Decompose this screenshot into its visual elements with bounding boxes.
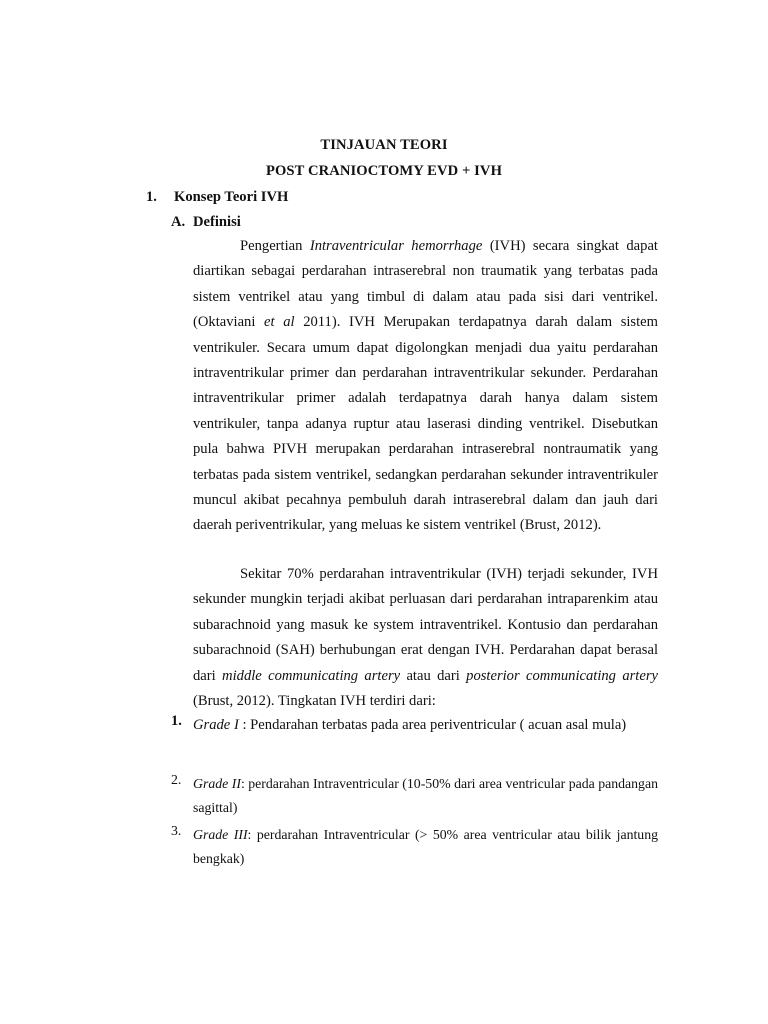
- para1-text-a: Pengertian: [240, 238, 310, 254]
- para1-text-b: (IVH) secara singkat dapat diartikan sebagai perdarahan intraserebral non traumatik yang terbatas pada sistem ventrikel atau yang timbul di dalam atau pada sisi dari ventrikel. (Oktaviani: [193, 238, 658, 331]
- section-heading: [146, 189, 288, 206]
- definition-paragraph-1: [193, 234, 658, 539]
- list-item-number: 2.: [171, 772, 182, 787]
- section-number: 1.: [146, 189, 157, 205]
- subsection-number: A.: [171, 214, 186, 230]
- document-subtitle: POST CRANIOCTOMY EVD + IVH: [265, 163, 503, 179]
- section-label: Konsep Teori IVH: [174, 189, 289, 205]
- list-item: [171, 772, 658, 819]
- grade-separator: :: [247, 827, 257, 842]
- definition-paragraph-2: [193, 562, 658, 714]
- para1-et-al: et al: [264, 314, 295, 331]
- para2-text-b: atau dari: [400, 667, 467, 684]
- document-title: TINJAUAN TEORI: [320, 137, 448, 153]
- para1-text-c: 2011). IVH Merupakan terdapatnya darah dalam sistem ventrikuler. Secara umum dapat digolongkan menjadi dua yaitu perdarahan intraventrikular primer dan perdarahan intraventrikular sekunder. Perdarahan intraventrikular primer adalah terdapatnya darah hanya dalam sistem ventrikuler, tanpa adanya ruptur atau laserasi dinding ventrikel. Disebutkan pula bahwa PIVH merupakan perdarahan intraserebral nontraumatik yang terbatas pada sistem ventrikel, sedangkan perdarahan sekunder intraventrikuler muncul akibat pecahnya pembuluh darah intraserebral dalam dan jauh dari daerah periventrikular, yang meluas ke sistem ventrikel (Brust, 2012).: [193, 314, 658, 534]
- list-item-number: 3.: [171, 823, 182, 838]
- grade-description: perdarahan Intraventricular (10-50% dari area ventricular pada pandangan sagittal): [193, 776, 658, 815]
- subsection-label: Definisi: [193, 214, 241, 230]
- grade-name: Grade I: [193, 717, 239, 733]
- list-item: [171, 823, 658, 870]
- grade-name: Grade III: [193, 827, 248, 842]
- grade-description: perdarahan Intraventricular (> 50% area ventricular atau bilik jantung bengkak): [193, 827, 658, 866]
- para2-text-c: (Brust, 2012). Tingkatan IVH terdiri dari:: [193, 693, 436, 710]
- list-item-number: 1.: [171, 713, 182, 729]
- grade-separator: :: [238, 717, 251, 733]
- grade-description: Pendarahan terbatas pada area periventricular ( acuan asal mula): [250, 717, 627, 733]
- subsection-heading: [171, 214, 241, 231]
- grade-separator: :: [240, 776, 249, 791]
- para1-term-ivh: Intraventricular hemorrhage: [309, 238, 483, 254]
- para2-term-posterior-artery: posterior communicating artery: [466, 667, 658, 684]
- list-item: [171, 713, 658, 737]
- para2-term-middle-artery: middle communicating artery: [222, 667, 401, 684]
- grade-name: Grade II: [193, 776, 241, 791]
- para2-text-a: Sekitar 70% perdarahan intraventrikular (IVH) terjadi sekunder, IVH sekunder mungkin terjadi akibat perluasan dari perdarahan intraparenkim atau subarachnoid yang masuk ke system intraventrikel. Kontusio dan perdarahan subarachnoid (SAH) berhubungan erat dengan IVH. Perdarahan dapat berasal dari: [193, 566, 658, 684]
